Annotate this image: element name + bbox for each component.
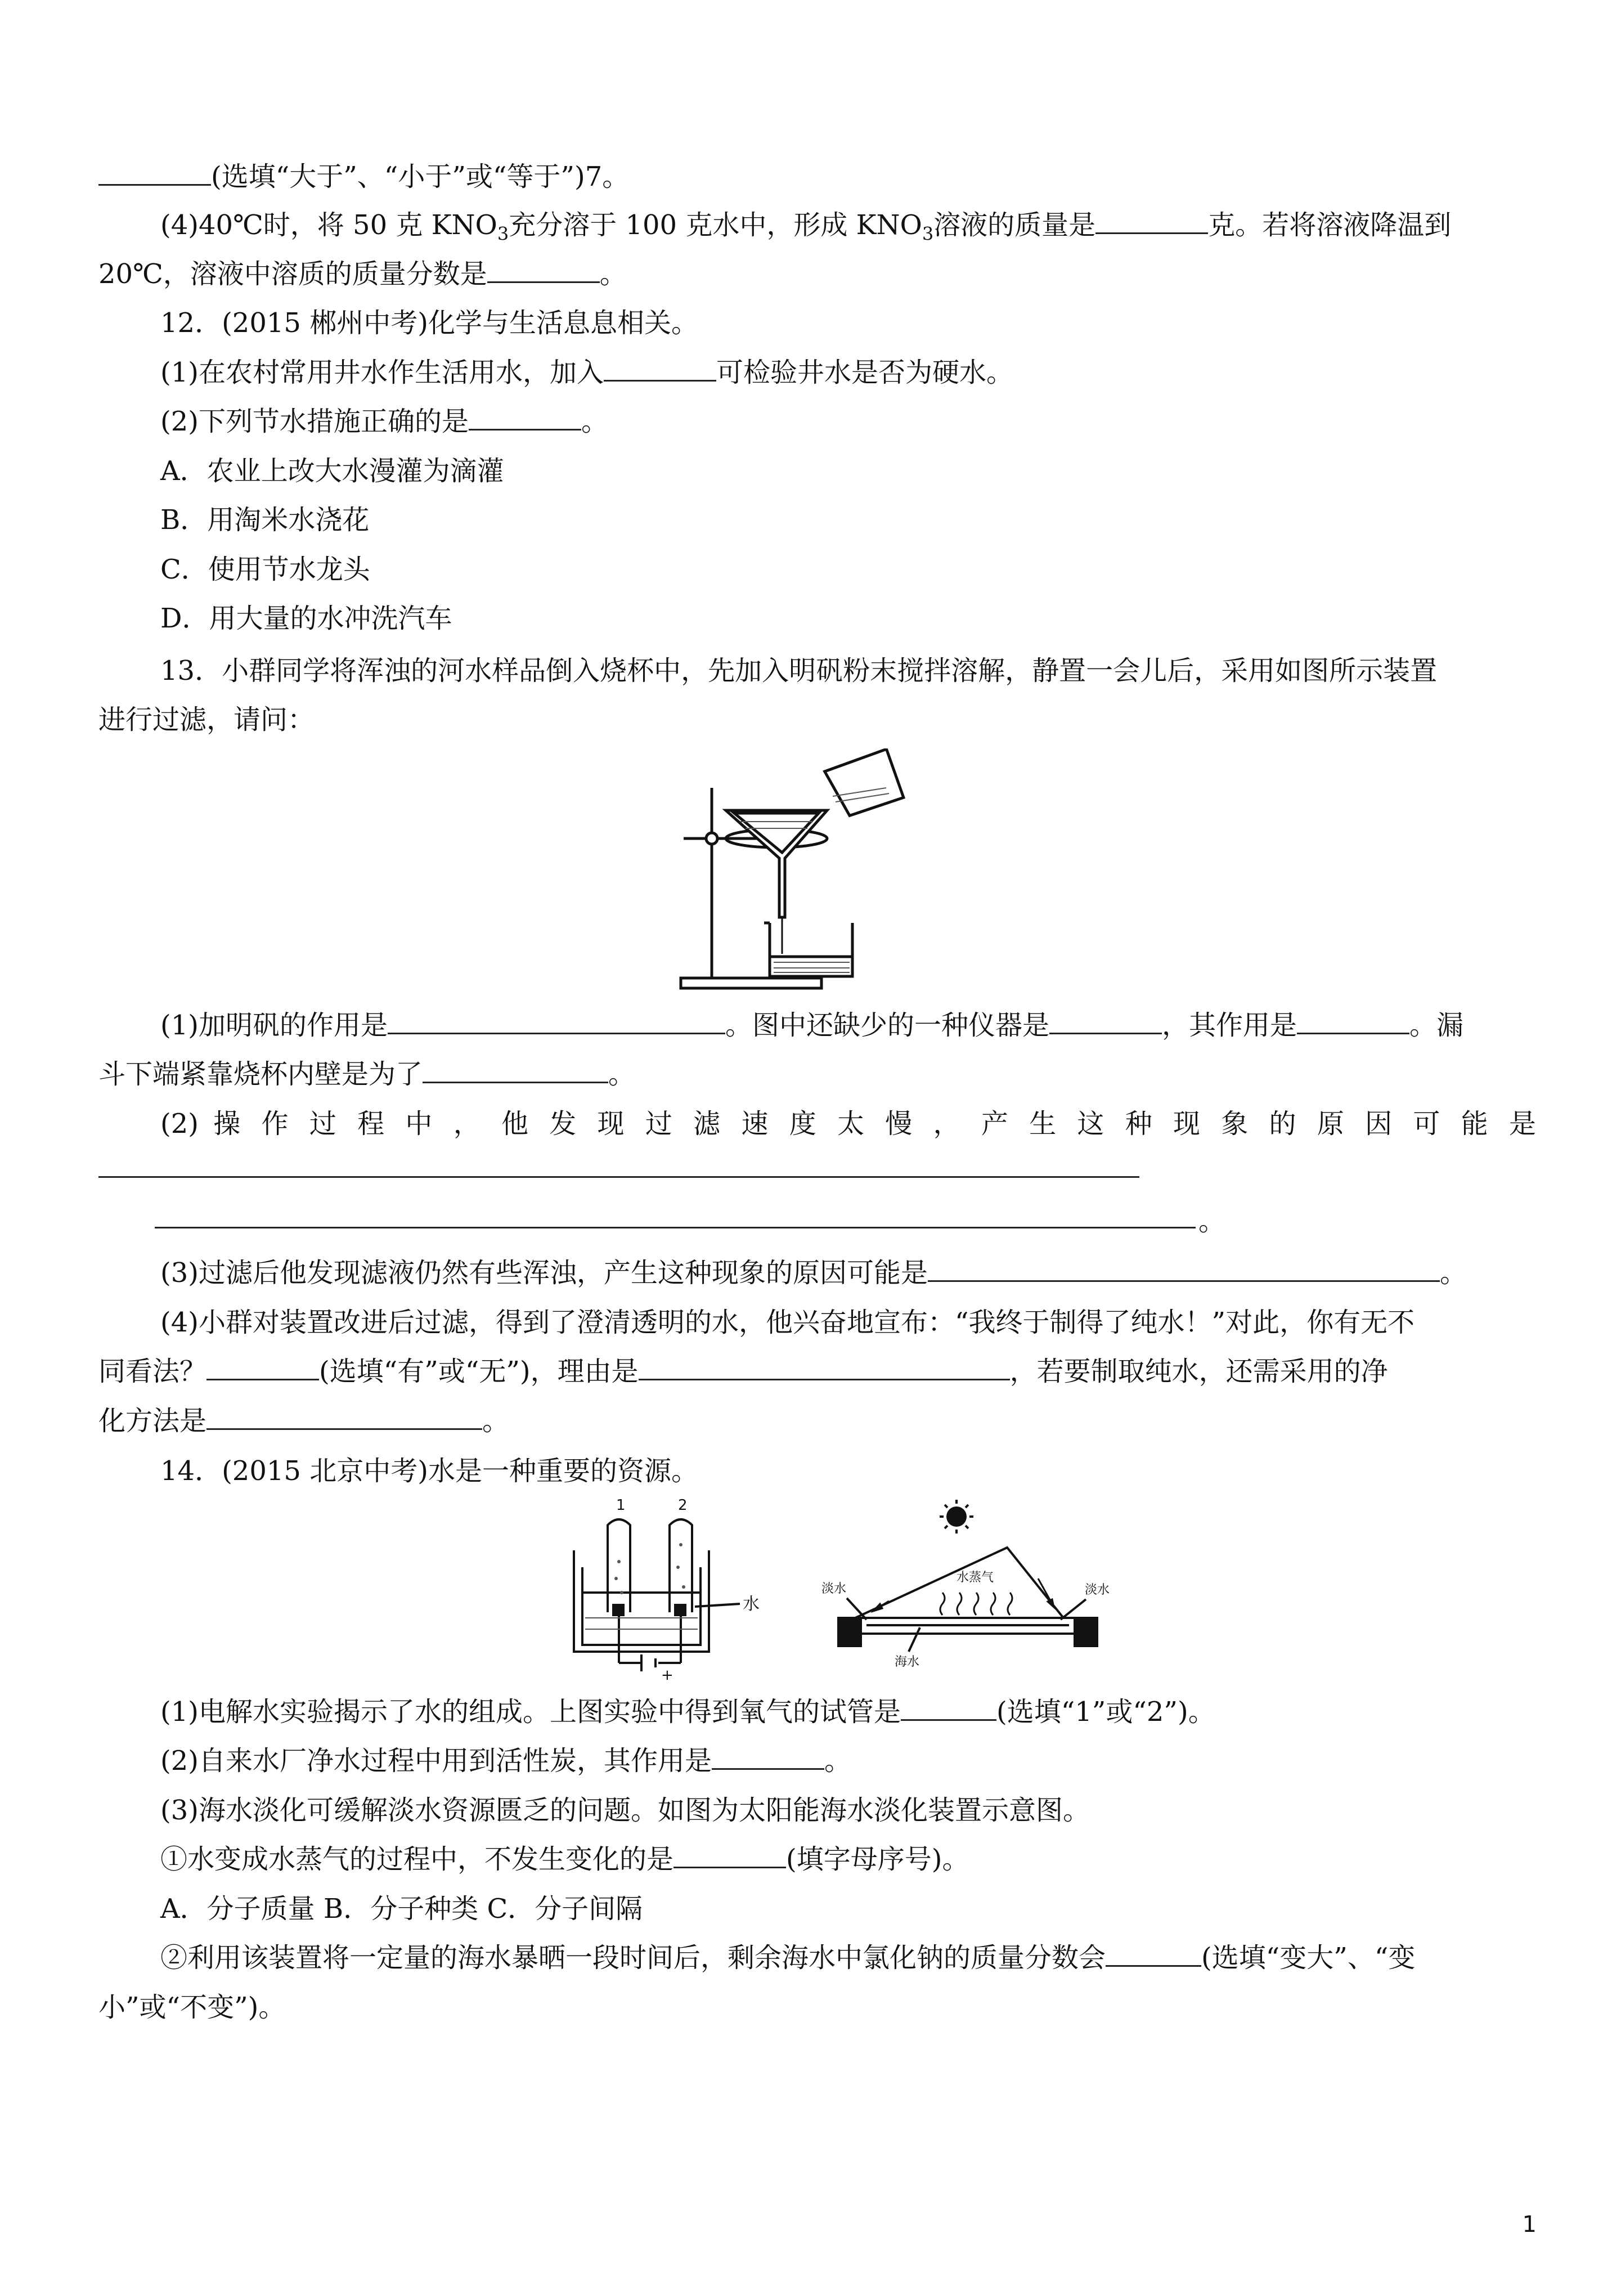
filtration-apparatus-figure (664, 748, 957, 996)
page-number: 1 (1522, 2212, 1537, 2237)
q12-title: 12．(2015 郴州中考)化学与生活息息相关。 (160, 307, 698, 339)
line-2: (4)40℃时，将 50 克 $KNO_3$充分溶于 100 克水中，形成 $KNO_3$溶液的质量是 克。若将溶液降温到 (160, 207, 1536, 243)
answer-blank[interactable] (639, 1354, 1010, 1380)
q12-option-a: A．农业上改大水漫灌为滴灌 (160, 455, 504, 487)
answer-line[interactable] (98, 1176, 1139, 1178)
solar-desalination-figure (821, 1497, 1137, 1688)
q14-part3-sub1: ①水变成水蒸气的过程中，不发生变化的是 (填字母序号)。 (160, 1841, 1536, 1877)
q13-part4-cont2: 化方法是 。 (98, 1403, 1536, 1439)
svg-text:+: + (661, 1667, 673, 1684)
q13-part1-cont: 斗下端紧靠烧杯内壁是为了 。 (98, 1056, 1536, 1092)
q14-part3-options: A．分子质量 B．分子种类 C．分子间隔 (160, 1893, 643, 1925)
seawater-label: 海水 (895, 1655, 920, 1669)
q14-part3-sub2-cont: 小”或“不变”)。 (98, 1992, 286, 2023)
q13-part4-cont: 同看法？ (选填“有”或“无”)，理由是 ，若要制取纯水，还需采用的净 (98, 1353, 1536, 1389)
q12-option-b: B．用淘米水浇花 (160, 504, 370, 536)
q13-stem-2: 进行过滤，请问： (98, 704, 315, 736)
q14-title: 14．(2015 北京中考)水是一种重要的资源。 (160, 1455, 698, 1487)
q13-part4: (4)小群对装置改进后过滤，得到了澄清透明的水，他兴奋地宣布：“我终于制得了纯水！”对此，你有无不 (160, 1307, 1415, 1338)
fresh-water-left-label: 淡水 (821, 1582, 847, 1596)
q14-part3-sub2: ②利用该装置将一定量的海水暴晒一段时间后，剩余海水中氯化钠的质量分数会 (选填“变大”、“变 (160, 1940, 1536, 1976)
answer-blank[interactable] (388, 1008, 725, 1034)
answer-line[interactable] (155, 1227, 1196, 1228)
line-1: (选填“大于”、“小于”或“等于”)7。 (98, 159, 1536, 195)
q13-part1: (1)加明矾的作用是 。图中还缺少的一种仪器是 ，其作用是 。漏 (160, 1007, 1536, 1043)
q12-part1: (1)在农村常用井水作生活用水，加入 可检验井水是否为硬水。 (160, 355, 1536, 391)
answer-blank[interactable] (1049, 1008, 1162, 1034)
answer-blank[interactable] (98, 159, 211, 186)
answer-blank[interactable] (206, 1354, 319, 1380)
answer-blank[interactable] (423, 1057, 608, 1083)
answer-blank[interactable] (928, 1255, 1440, 1282)
sun-icon (946, 1506, 967, 1527)
line-3: 20℃，溶液中溶质的质量分数是 。 (98, 256, 1536, 292)
answer-blank[interactable] (1106, 1940, 1201, 1967)
q13-part2-end: 。 (1198, 1205, 1226, 1237)
q14-part1: (1)电解水实验揭示了水的组成。上图实验中得到氧气的试管是 (选填“1”或“2”)。 (160, 1694, 1536, 1730)
tube-1-label: 1 (616, 1497, 626, 1514)
answer-blank[interactable] (469, 404, 581, 430)
answer-blank[interactable] (901, 1694, 996, 1721)
fresh-water-right-label: 淡水 (1085, 1583, 1110, 1597)
answer-blank[interactable] (1095, 208, 1208, 234)
q13-part2: (2) 操 作 过 程 中 ， 他 发 现 过 滤 速 度 太 慢 ， 产 生 这 种 现 象 的 原 因 可 能 是 (160, 1108, 1536, 1140)
q12-part2: (2)下列节水措施正确的是 。 (160, 403, 1536, 440)
water-label: 水 (743, 1594, 760, 1614)
q14-part3: (3)海水淡化可缓解淡水资源匮乏的问题。如图为太阳能海水淡化装置示意图。 (160, 1795, 1090, 1826)
answer-blank[interactable] (673, 1842, 786, 1868)
q12-option-d: D．用大量的水冲洗汽车 (160, 603, 452, 634)
tube-2-label: 2 (678, 1497, 688, 1514)
q12-option-c: C．使用节水龙头 (160, 554, 370, 585)
answer-blank[interactable] (712, 1743, 824, 1770)
answer-blank[interactable] (206, 1403, 482, 1430)
water-vapor-label: 水蒸气 (957, 1571, 994, 1585)
answer-blank[interactable] (604, 355, 716, 382)
answer-blank[interactable] (487, 257, 600, 283)
electrolysis-figure (563, 1494, 788, 1685)
q14-part2: (2)自来水厂净水过程中用到活性炭，其作用是 。 (160, 1743, 1536, 1779)
q13-stem-1: 13．小群同学将浑浊的河水样品倒入烧杯中，先加入明矾粉末搅拌溶解，静置一会儿后，采用如图所示装置 (160, 655, 1438, 687)
answer-blank[interactable] (1297, 1008, 1409, 1034)
q13-part3: (3)过滤后他发现滤液仍然有些浑浊，产生这种现象的原因可能是 。 (160, 1255, 1536, 1291)
